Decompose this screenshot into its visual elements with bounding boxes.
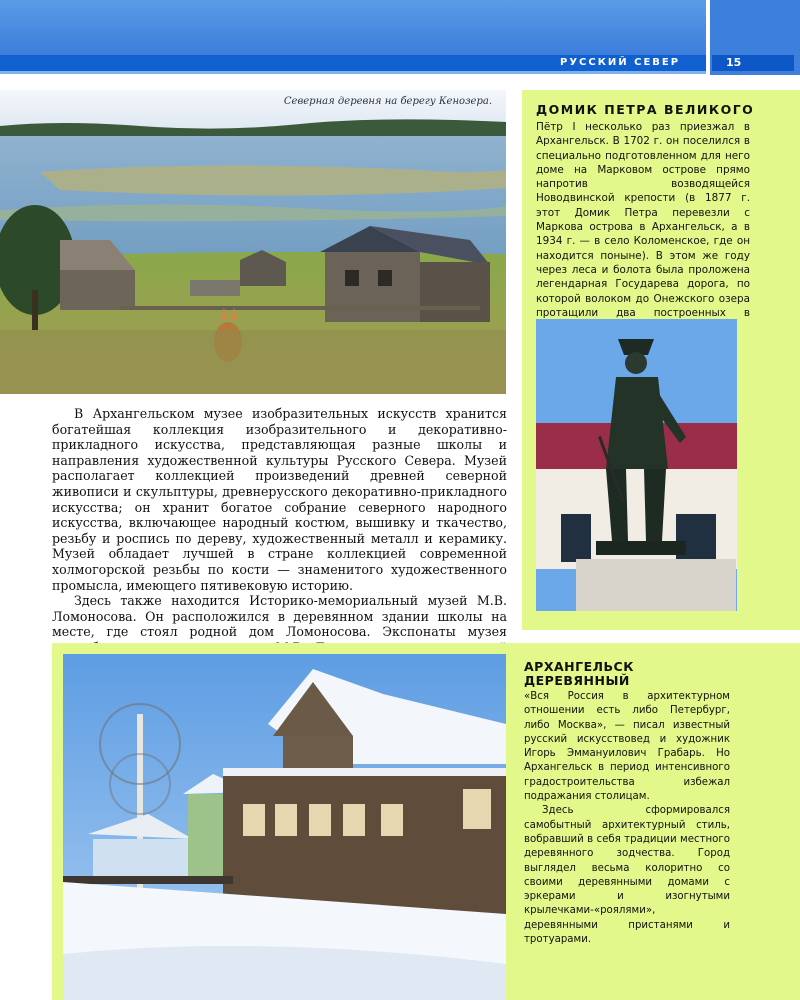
sidebar2-title: АРХАНГЕЛЬСК ДЕРЕВЯННЫЙ xyxy=(524,659,634,688)
header-rule xyxy=(0,71,706,74)
header-band xyxy=(0,0,800,55)
sidebar2-paragraph: «Вся Россия в архитектурном отношении есть либо Петербург, либо Москва», — писал известный русский искусствовед и художник Игорь Эммануилович Грабарь. Но Архангельск в период интенсивного градостроительства избежал подражания столицам. xyxy=(524,691,730,803)
sidebar-title: ДОМИК ПЕТРА ВЕЛИКОГО xyxy=(536,102,755,117)
photo-caption: Северная деревня на берегу Кенозера. xyxy=(283,96,492,107)
village-lake-photo xyxy=(0,90,506,394)
sidebar-peter-house xyxy=(522,90,800,630)
sidebar-text: Пётр I несколько раз приезжал в Архангельск. В 1702 г. он поселился в специально подготовленном для него доме на Марковом острове прямо напротив возводящейся Новодвинской крепости (в 1877 г. этот Домик Петра перевезли с Маркова острова в Архангельск, а в 1934 г. — в село Коломенское, где он находится поныне). В этом же году через леса и болота была проложена легендарная Государева дорога, по которой волоком до Онежского озера протащили два построенных в xyxy=(536,121,750,319)
page-number: 15 xyxy=(726,56,742,69)
article-body xyxy=(52,406,507,671)
sidebar2-paragraph: Здесь сформировался самобытный архитектурный стиль, вобравший в себя традиции местного деревянного зодчества. Город выглядел весьма колоритно со своими деревянными домами с эркерами и изогнутыми крылечками-«роялями», деревянными пристанями и тротуарами. xyxy=(524,805,730,946)
wooden-houses-photo xyxy=(63,654,506,1000)
peter-statue-photo xyxy=(536,319,737,611)
sidebar2-text xyxy=(524,690,730,947)
page-number-box xyxy=(706,0,800,75)
article-paragraph: В Архангельском музее изобразительных искусств хранится богатейшая коллекция изобразительного и декоративно-прикладного искусства, представляющая разные школы и направления художественной культуры Русского Севера. Музей располагает коллекцией произведений древней северной живописи и скульптуры, древнерусского декоративно-прикладного искусства; он хранит богатое собрание северного народного искусства, включающее народный костюм, вышивку и ткачество, резьбу и роспись по дереву, художественный металл и керамику. Музей обладает лучшей в стране коллекцией современной холмогорской резьбы по кости — знаменитого художественного промысла, имеющего пятивековую историю. xyxy=(52,406,507,593)
section-title: РУССКИЙ СЕВЕР xyxy=(560,57,681,68)
article-paragraph: Здесь также находится Историко-мемориальный музей М.В. Ломоносова. Он расположился в деревянном здании школы на месте, где стоял родной дом Ломоносова. Экспонаты музея xyxy=(52,593,507,640)
